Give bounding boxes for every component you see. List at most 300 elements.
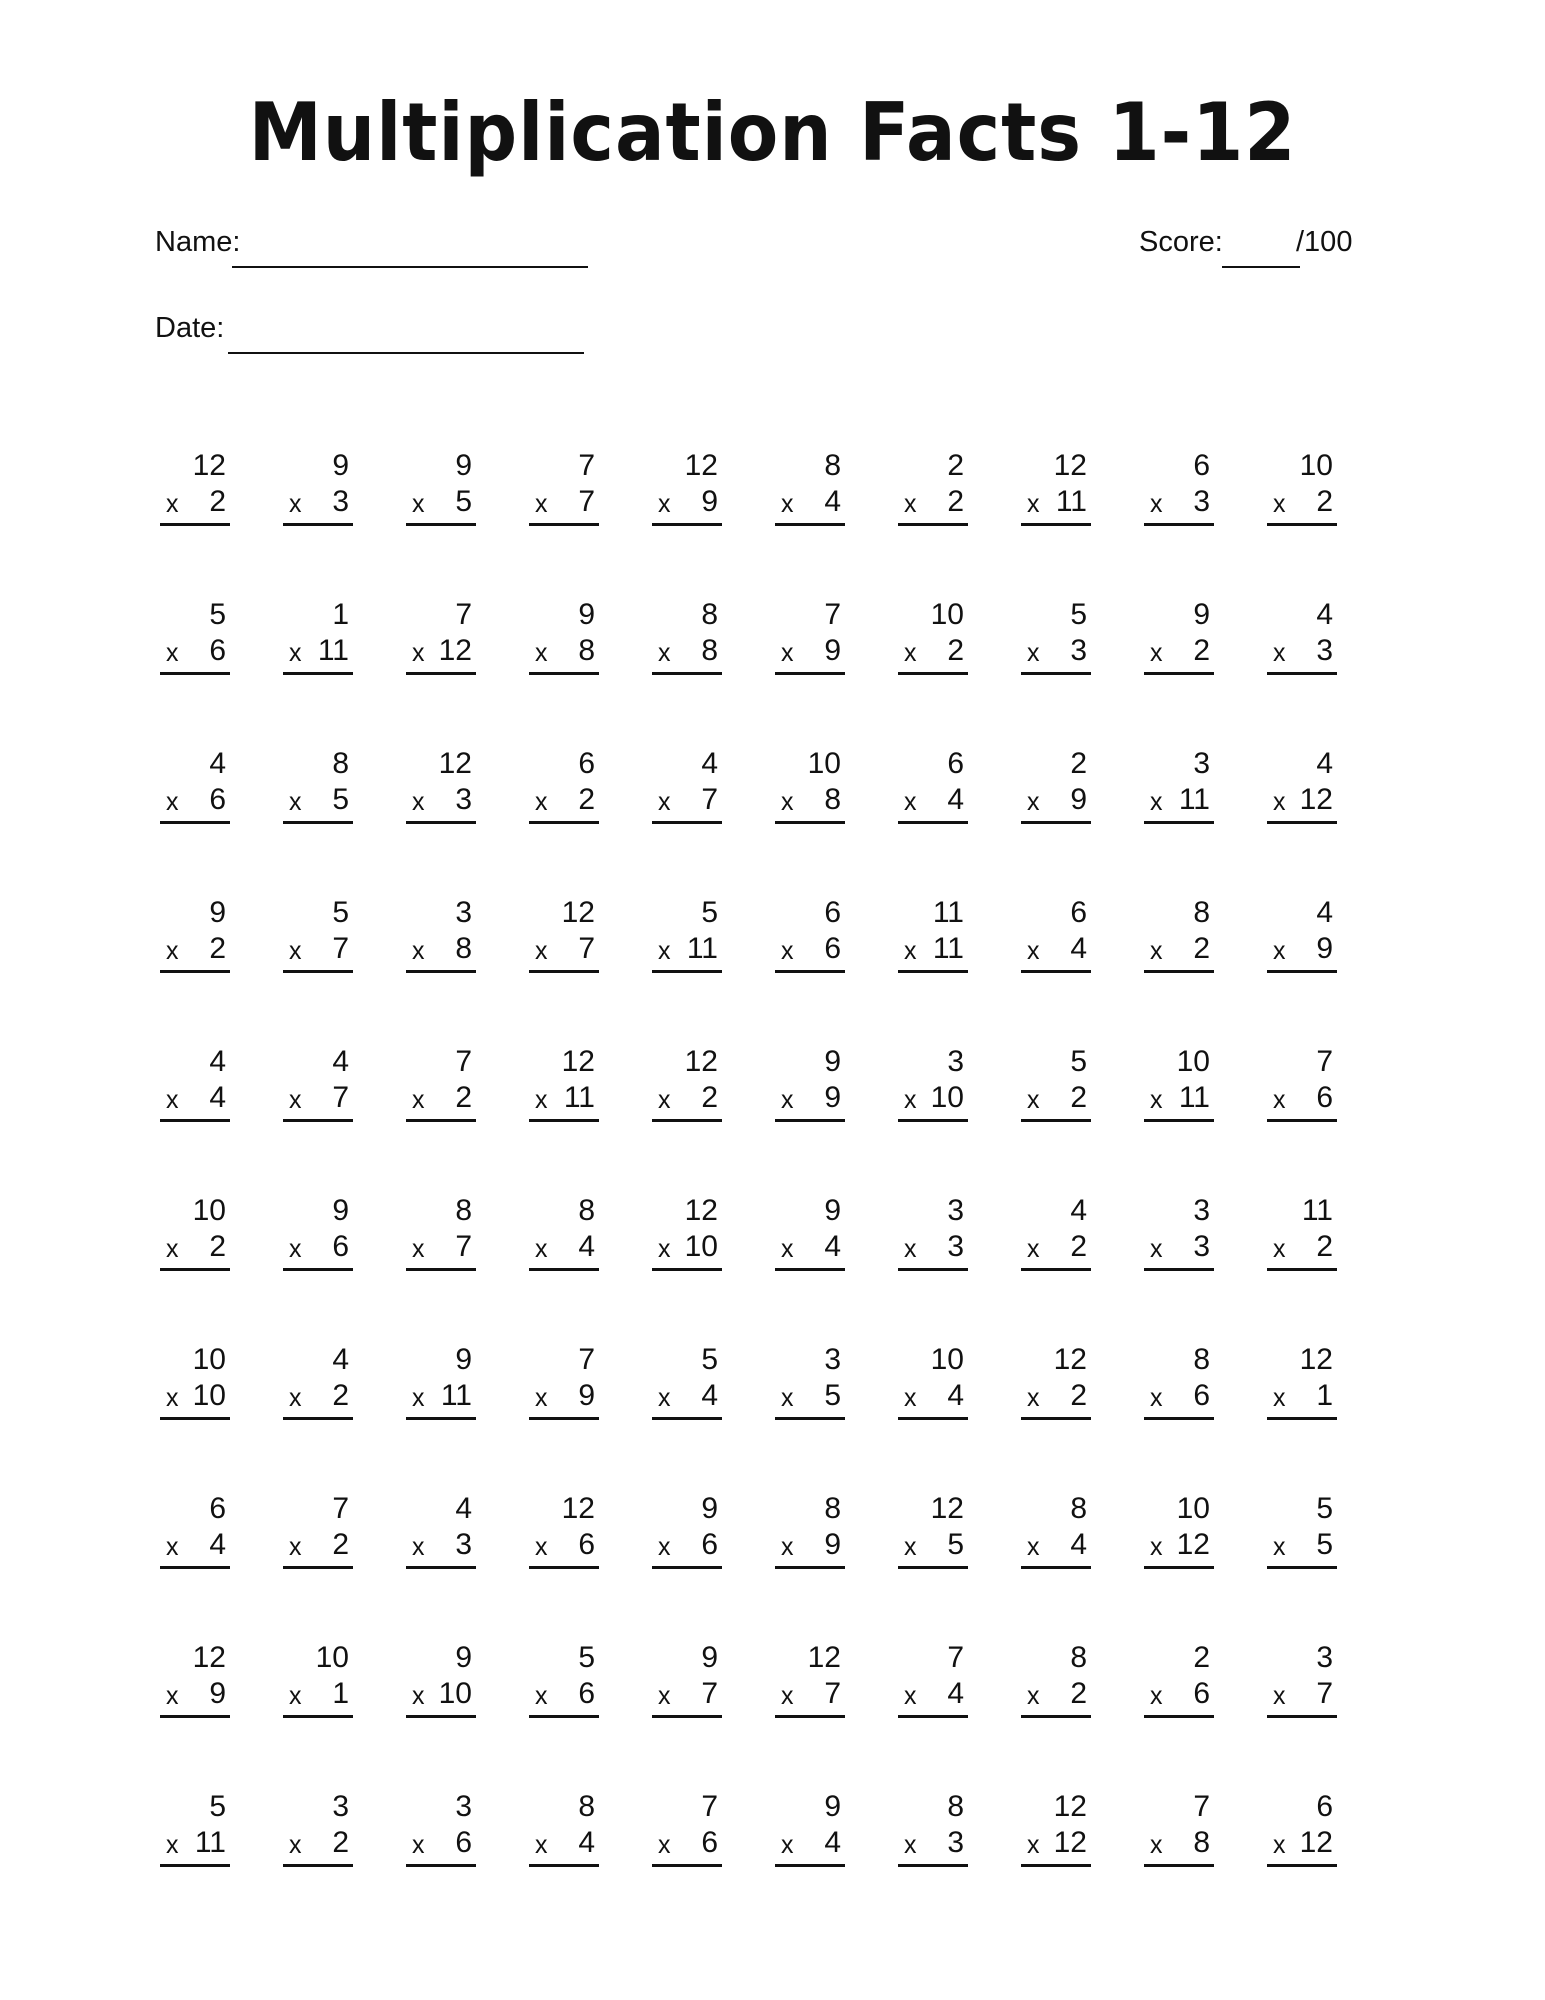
multiply-sign: x [1150, 1384, 1163, 1412]
problem[interactable] [1144, 1185, 1214, 1275]
problem[interactable] [898, 1781, 968, 1871]
multiply-sign: x [1273, 1831, 1286, 1859]
top-number: 2 [1070, 747, 1087, 780]
multiply-sign: x [1150, 1235, 1163, 1263]
problem[interactable] [1021, 1334, 1091, 1424]
problem[interactable] [898, 1483, 968, 1573]
top-number: 8 [1193, 1343, 1210, 1376]
problem[interactable] [406, 1781, 476, 1871]
top-number: 12 [1299, 1343, 1333, 1376]
answer-line [529, 1417, 599, 1420]
bottom-number: 12 [1053, 1826, 1087, 1859]
problem[interactable] [529, 1781, 599, 1871]
problem[interactable] [406, 1185, 476, 1275]
problem[interactable] [1144, 440, 1214, 530]
problem[interactable] [1144, 1632, 1214, 1722]
answer-line [406, 1268, 476, 1271]
problem[interactable] [529, 1334, 599, 1424]
problem[interactable] [283, 1036, 353, 1126]
answer-line [1021, 1566, 1091, 1569]
bottom-number: 4 [578, 1230, 595, 1263]
answer-line [283, 1864, 353, 1867]
bottom-number: 2 [701, 1081, 718, 1114]
problem[interactable] [160, 738, 230, 828]
multiply-sign: x [1150, 788, 1163, 816]
top-number: 3 [947, 1194, 964, 1227]
top-number: 10 [315, 1641, 349, 1674]
top-number: 8 [455, 1194, 472, 1227]
multiply-sign: x [166, 1533, 179, 1561]
multiply-sign: x [412, 1533, 425, 1561]
problem[interactable] [775, 589, 845, 679]
answer-line [898, 970, 968, 973]
problem[interactable] [898, 1334, 968, 1424]
problem[interactable] [1267, 1334, 1337, 1424]
top-number: 3 [1193, 747, 1210, 780]
bottom-number: 3 [947, 1230, 964, 1263]
problem[interactable] [898, 1036, 968, 1126]
top-number: 3 [947, 1045, 964, 1078]
problem[interactable] [406, 1334, 476, 1424]
problem[interactable] [1267, 440, 1337, 530]
answer-line [1267, 523, 1337, 526]
top-number: 8 [824, 1492, 841, 1525]
multiply-sign: x [166, 788, 179, 816]
answer-line [529, 523, 599, 526]
bottom-number: 7 [578, 932, 595, 965]
multiply-sign: x [904, 788, 917, 816]
problem[interactable] [1144, 1781, 1214, 1871]
answer-line [160, 821, 230, 824]
bottom-number: 7 [578, 485, 595, 518]
problem[interactable] [160, 589, 230, 679]
top-number: 7 [332, 1492, 349, 1525]
top-number: 10 [807, 747, 841, 780]
answer-line [775, 672, 845, 675]
problem[interactable] [1144, 1036, 1214, 1126]
top-number: 3 [455, 896, 472, 929]
multiply-sign: x [1150, 490, 1163, 518]
multiply-sign: x [289, 1831, 302, 1859]
score-label: Score: [1139, 226, 1223, 258]
answer-line [160, 523, 230, 526]
bottom-number: 3 [1316, 634, 1333, 667]
answer-line [1144, 970, 1214, 973]
answer-line [1144, 821, 1214, 824]
problem[interactable] [1021, 738, 1091, 828]
bottom-number: 9 [1070, 783, 1087, 816]
problem[interactable] [652, 1334, 722, 1424]
bottom-number: 11 [440, 1379, 472, 1412]
answer-line [1267, 1715, 1337, 1718]
problem[interactable] [775, 1185, 845, 1275]
bottom-number: 4 [824, 1230, 841, 1263]
problem[interactable] [160, 1185, 230, 1275]
top-number: 5 [1070, 598, 1087, 631]
answer-line [283, 1119, 353, 1122]
bottom-number: 9 [1316, 932, 1333, 965]
problem[interactable] [283, 1632, 353, 1722]
answer-line [775, 1715, 845, 1718]
problem[interactable] [406, 1632, 476, 1722]
bottom-number: 7 [332, 932, 349, 965]
bottom-number: 2 [1193, 932, 1210, 965]
problem[interactable] [775, 1036, 845, 1126]
problem[interactable] [529, 1036, 599, 1126]
top-number: 7 [455, 598, 472, 631]
problem[interactable] [1267, 1632, 1337, 1722]
answer-line [529, 821, 599, 824]
problem[interactable] [1021, 1781, 1091, 1871]
top-number: 3 [1316, 1641, 1333, 1674]
top-number: 4 [1316, 598, 1333, 631]
problem[interactable] [652, 1185, 722, 1275]
answer-line [775, 1119, 845, 1122]
bottom-number: 6 [701, 1528, 718, 1561]
multiply-sign: x [1273, 937, 1286, 965]
multiply-sign: x [535, 639, 548, 667]
problem[interactable] [1144, 887, 1214, 977]
bottom-number: 2 [947, 634, 964, 667]
top-number: 7 [947, 1641, 964, 1674]
answer-line [160, 1417, 230, 1420]
problem[interactable] [1021, 1483, 1091, 1573]
problem[interactable] [283, 887, 353, 977]
top-number: 6 [1070, 896, 1087, 929]
top-number: 5 [1070, 1045, 1087, 1078]
answer-line [406, 1417, 476, 1420]
problem[interactable] [283, 1334, 353, 1424]
problem[interactable] [1144, 1334, 1214, 1424]
problem[interactable] [1267, 1036, 1337, 1126]
multiply-sign: x [1273, 788, 1286, 816]
answer-line [160, 1566, 230, 1569]
top-number: 12 [192, 1641, 226, 1674]
problem[interactable] [283, 1483, 353, 1573]
problem[interactable] [652, 589, 722, 679]
multiply-sign: x [289, 788, 302, 816]
problem[interactable] [160, 1781, 230, 1871]
bottom-number: 10 [438, 1677, 472, 1710]
problem[interactable] [529, 1632, 599, 1722]
top-number: 8 [824, 449, 841, 482]
answer-line [1144, 1864, 1214, 1867]
multiply-sign: x [289, 639, 302, 667]
problem[interactable] [529, 738, 599, 828]
top-number: 2 [1193, 1641, 1210, 1674]
problem[interactable] [1267, 887, 1337, 977]
problem[interactable] [1267, 1185, 1337, 1275]
top-number: 7 [701, 1790, 718, 1823]
bottom-number: 11 [1178, 1081, 1210, 1114]
problem[interactable] [1021, 1185, 1091, 1275]
multiply-sign: x [1027, 788, 1040, 816]
problem[interactable] [898, 738, 968, 828]
answer-line [652, 523, 722, 526]
top-number: 12 [561, 1045, 595, 1078]
answer-line [775, 1268, 845, 1271]
top-number: 3 [455, 1790, 472, 1823]
answer-line [1021, 1417, 1091, 1420]
problem[interactable] [406, 440, 476, 530]
answer-line [160, 1864, 230, 1867]
problem[interactable] [529, 1185, 599, 1275]
multiply-sign: x [166, 490, 179, 518]
top-number: 4 [1070, 1194, 1087, 1227]
top-number: 3 [824, 1343, 841, 1376]
multiply-sign: x [166, 1384, 179, 1412]
problem[interactable] [283, 1185, 353, 1275]
problem[interactable] [1021, 1632, 1091, 1722]
top-number: 7 [578, 1343, 595, 1376]
top-number: 8 [1070, 1492, 1087, 1525]
answer-line [529, 1566, 599, 1569]
answer-line [1021, 1715, 1091, 1718]
problem[interactable] [775, 1334, 845, 1424]
bottom-number: 2 [1316, 485, 1333, 518]
top-number: 12 [438, 747, 472, 780]
bottom-number: 2 [332, 1379, 349, 1412]
bottom-number: 2 [947, 485, 964, 518]
bottom-number: 7 [1316, 1677, 1333, 1710]
problem[interactable] [529, 440, 599, 530]
bottom-number: 9 [824, 1081, 841, 1114]
problem[interactable] [1144, 1483, 1214, 1573]
problem[interactable] [775, 1632, 845, 1722]
bottom-number: 7 [701, 1677, 718, 1710]
problem[interactable] [652, 738, 722, 828]
bottom-number: 9 [824, 634, 841, 667]
bottom-number: 8 [455, 932, 472, 965]
answer-line [898, 1715, 968, 1718]
problem[interactable] [406, 887, 476, 977]
bottom-number: 2 [332, 1528, 349, 1561]
answer-line [160, 672, 230, 675]
problem[interactable] [898, 1632, 968, 1722]
top-number: 5 [578, 1641, 595, 1674]
date-label: Date: [155, 312, 225, 344]
problem[interactable] [652, 440, 722, 530]
date-line[interactable] [228, 352, 584, 354]
multiply-sign: x [658, 639, 671, 667]
problem[interactable] [652, 1483, 722, 1573]
problem[interactable] [775, 738, 845, 828]
problem[interactable] [1267, 738, 1337, 828]
multiply-sign: x [289, 1086, 302, 1114]
bottom-number: 3 [1070, 634, 1087, 667]
multiply-sign: x [289, 490, 302, 518]
multiply-sign: x [289, 1682, 302, 1710]
bottom-number: 2 [209, 932, 226, 965]
bottom-number: 2 [455, 1081, 472, 1114]
multiply-sign: x [1150, 1086, 1163, 1114]
multiply-sign: x [781, 1235, 794, 1263]
multiply-sign: x [781, 1682, 794, 1710]
bottom-number: 6 [578, 1528, 595, 1561]
problem[interactable] [283, 1781, 353, 1871]
answer-line [406, 672, 476, 675]
top-number: 8 [947, 1790, 964, 1823]
problem[interactable] [652, 1781, 722, 1871]
answer-line [283, 1268, 353, 1271]
top-number: 10 [1299, 449, 1333, 482]
score-line[interactable] [1222, 266, 1300, 268]
name-line[interactable] [232, 266, 588, 268]
top-number: 3 [1193, 1194, 1210, 1227]
problem[interactable] [652, 887, 722, 977]
multiply-sign: x [658, 788, 671, 816]
top-number: 4 [209, 1045, 226, 1078]
problem[interactable] [160, 1632, 230, 1722]
problem[interactable] [898, 589, 968, 679]
problem[interactable] [775, 887, 845, 977]
bottom-number: 8 [578, 634, 595, 667]
multiply-sign: x [1027, 937, 1040, 965]
multiply-sign: x [1027, 1086, 1040, 1114]
problem[interactable] [160, 1483, 230, 1573]
multiply-sign: x [412, 1235, 425, 1263]
problem[interactable] [898, 440, 968, 530]
top-number: 5 [701, 896, 718, 929]
multiply-sign: x [781, 490, 794, 518]
bottom-number: 2 [1070, 1379, 1087, 1412]
problem[interactable] [529, 1483, 599, 1573]
bottom-number: 7 [824, 1677, 841, 1710]
problem[interactable] [1267, 589, 1337, 679]
problem[interactable] [529, 589, 599, 679]
answer-line [775, 523, 845, 526]
top-number: 7 [455, 1045, 472, 1078]
problem[interactable] [898, 1185, 968, 1275]
problem[interactable] [775, 440, 845, 530]
top-number: 11 [1301, 1194, 1333, 1227]
top-number: 6 [824, 896, 841, 929]
multiply-sign: x [535, 490, 548, 518]
problem[interactable] [652, 1632, 722, 1722]
bottom-number: 2 [1070, 1081, 1087, 1114]
problem[interactable] [160, 440, 230, 530]
answer-line [160, 970, 230, 973]
multiply-sign: x [412, 1384, 425, 1412]
problem[interactable] [283, 440, 353, 530]
multiply-sign: x [1273, 1682, 1286, 1710]
answer-line [775, 1566, 845, 1569]
answer-line [529, 1268, 599, 1271]
bottom-number: 4 [947, 1379, 964, 1412]
problem[interactable] [1021, 1036, 1091, 1126]
answer-line [1144, 1566, 1214, 1569]
answer-line [1267, 1417, 1337, 1420]
problem[interactable] [529, 887, 599, 977]
bottom-number: 11 [563, 1081, 595, 1114]
bottom-number: 2 [1070, 1677, 1087, 1710]
multiply-sign: x [289, 937, 302, 965]
answer-line [529, 1119, 599, 1122]
problem[interactable] [406, 738, 476, 828]
top-number: 6 [947, 747, 964, 780]
top-number: 8 [1193, 896, 1210, 929]
top-number: 12 [930, 1492, 964, 1525]
problem[interactable] [160, 887, 230, 977]
problem[interactable] [1021, 589, 1091, 679]
multiply-sign: x [1027, 639, 1040, 667]
top-number: 9 [824, 1045, 841, 1078]
multiply-sign: x [1027, 1682, 1040, 1710]
top-number: 5 [701, 1343, 718, 1376]
top-number: 9 [332, 449, 349, 482]
problem[interactable] [160, 1334, 230, 1424]
problem[interactable] [898, 887, 968, 977]
top-number: 10 [930, 1343, 964, 1376]
problem[interactable] [1021, 440, 1091, 530]
multiply-sign: x [904, 490, 917, 518]
problem[interactable] [1144, 589, 1214, 679]
multiply-sign: x [781, 1086, 794, 1114]
top-number: 8 [1070, 1641, 1087, 1674]
answer-line [406, 1119, 476, 1122]
answer-line [898, 523, 968, 526]
problem[interactable] [406, 1483, 476, 1573]
multiply-sign: x [535, 1831, 548, 1859]
bottom-number: 6 [1193, 1677, 1210, 1710]
bottom-number: 11 [194, 1826, 226, 1859]
multiply-sign: x [289, 1384, 302, 1412]
bottom-number: 8 [1193, 1826, 1210, 1859]
problem-grid [160, 440, 1390, 1860]
problem[interactable] [1267, 1483, 1337, 1573]
top-number: 12 [561, 896, 595, 929]
multiply-sign: x [1273, 1235, 1286, 1263]
multiply-sign: x [289, 1533, 302, 1561]
problem[interactable] [1144, 738, 1214, 828]
answer-line [406, 1566, 476, 1569]
problem[interactable] [1021, 887, 1091, 977]
multiply-sign: x [166, 639, 179, 667]
problem[interactable] [775, 1483, 845, 1573]
multiply-sign: x [1150, 937, 1163, 965]
answer-line [898, 1566, 968, 1569]
top-number: 8 [578, 1194, 595, 1227]
answer-line [1144, 1715, 1214, 1718]
answer-line [1021, 1864, 1091, 1867]
bottom-number: 4 [947, 1677, 964, 1710]
bottom-number: 10 [684, 1230, 718, 1263]
worksheet-title: Multiplication Facts 1-12 [248, 86, 1297, 179]
answer-line [160, 1715, 230, 1718]
answer-line [898, 672, 968, 675]
problem[interactable] [406, 589, 476, 679]
problem[interactable] [160, 1036, 230, 1126]
answer-line [1267, 821, 1337, 824]
problem[interactable] [283, 589, 353, 679]
problem[interactable] [775, 1781, 845, 1871]
problem[interactable] [1267, 1781, 1337, 1871]
answer-line [775, 821, 845, 824]
multiply-sign: x [289, 1235, 302, 1263]
multiply-sign: x [781, 639, 794, 667]
problem[interactable] [406, 1036, 476, 1126]
bottom-number: 6 [332, 1230, 349, 1263]
top-number: 5 [1316, 1492, 1333, 1525]
top-number: 4 [455, 1492, 472, 1525]
answer-line [1144, 523, 1214, 526]
problem[interactable] [652, 1036, 722, 1126]
bottom-number: 6 [1316, 1081, 1333, 1114]
problem[interactable] [283, 738, 353, 828]
multiply-sign: x [658, 1831, 671, 1859]
bottom-number: 4 [701, 1379, 718, 1412]
multiply-sign: x [658, 1235, 671, 1263]
